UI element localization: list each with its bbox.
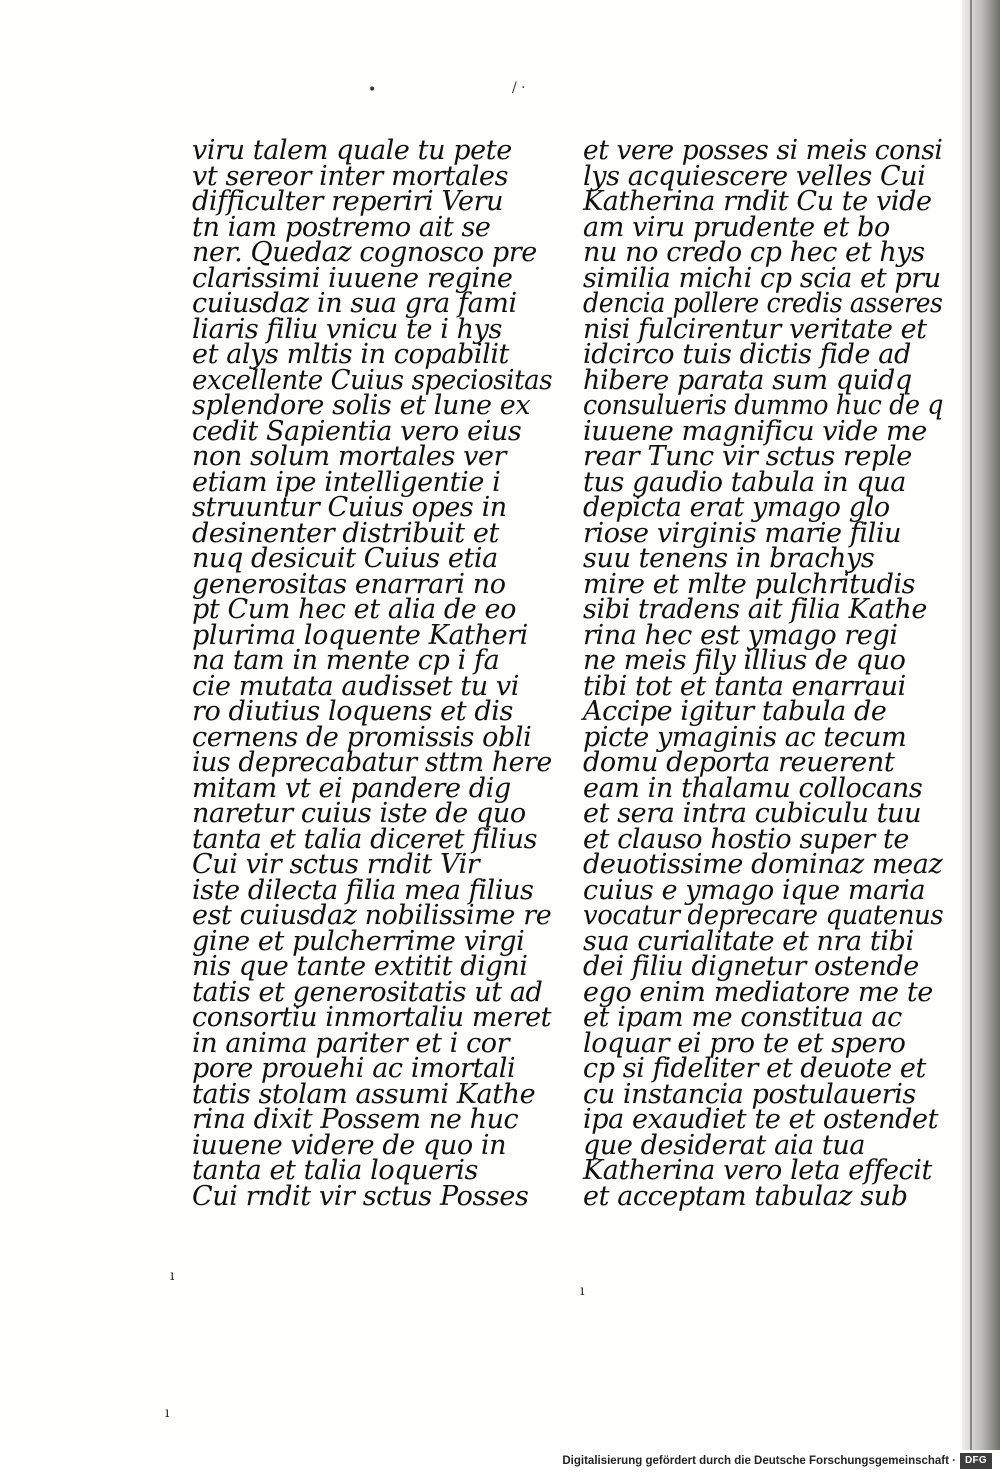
manuscript-line: et vere posses si meis consi: [583, 135, 943, 166]
manuscript-line: picte ymaginis ac tecum: [583, 721, 907, 753]
ink-spot: ı: [165, 1405, 170, 1421]
manuscript-line: struuntur Cuius opes in: [192, 492, 507, 523]
manuscript-line: cernens de promissis obli: [192, 721, 532, 753]
manuscript-line: splendore solis et lune ex: [192, 390, 531, 421]
manuscript-line: dencia pollere credis asseres: [583, 288, 943, 319]
manuscript-line: tanta et talia loqueris: [192, 1155, 478, 1186]
manuscript-line: riose virginis marie filiu: [583, 517, 902, 549]
manuscript-line: generositas enarrari no: [192, 568, 506, 600]
manuscript-line: domu deporta reuerent: [583, 747, 895, 778]
manuscript-line: gine et pulcherrime virgi: [192, 925, 525, 957]
manuscript-line: eam in thalamu collocans: [583, 772, 923, 804]
manuscript-line: naretur cuius iste de quo: [192, 798, 526, 829]
manuscript-line: nis que tante extitit digni: [192, 951, 528, 982]
manuscript-line: mire et mlte pulchritudis: [583, 568, 916, 600]
manuscript-line: est cuiusdaz nobilissime re: [192, 900, 552, 931]
manuscript-line: lys acquiescere velles Cui: [583, 160, 926, 192]
manuscript-line: Accipe igitur tabula de: [583, 696, 887, 727]
manuscript-line: cuius e ymago ique maria: [583, 874, 926, 906]
left-text-column: [192, 135, 553, 1212]
manuscript-line: etiam ipe intelligentie i: [192, 466, 501, 498]
manuscript-line: loquar ei pro te et spero: [583, 1027, 906, 1059]
manuscript-line: deuotissime dominaz meaz: [583, 849, 943, 880]
manuscript-line: rear Tunc vir sctus reple: [583, 441, 912, 472]
manuscript-line: Katherina vero leta effecit: [583, 1155, 932, 1186]
manuscript-line: sibi tradens ait filia Kathe: [583, 594, 927, 625]
manuscript-line: tibi tot et tanta enarraui: [583, 670, 906, 702]
ink-spot: / ·: [512, 80, 526, 96]
manuscript-line: iste dilecta filia mea filius: [192, 874, 534, 906]
manuscript-line: ego enim mediatore me te: [583, 976, 933, 1008]
manuscript-line: plurima loquente Katheri: [192, 619, 528, 651]
manuscript-line: et alys mltis in copabilit: [192, 339, 510, 370]
manuscript-line: que desiderat aia tua: [583, 1129, 866, 1161]
manuscript-line: ro diutius loquens et dis: [192, 696, 513, 727]
manuscript-line: vt sereor inter mortales: [192, 160, 509, 192]
manuscript-line: idcirco tuis dictis fide ad: [583, 339, 911, 370]
dfg-logo: DFG: [960, 1453, 992, 1469]
manuscript-line: excellente Cuius speciositas: [192, 364, 553, 396]
manuscript-line: depicta erat ymago glo: [583, 492, 890, 523]
manuscript-line: hibere parata sum quidq: [583, 364, 912, 396]
ink-spot: ı: [170, 1268, 175, 1284]
manuscript-line: tus gaudio tabula in qua: [583, 466, 906, 498]
manuscript-line: et ipam me constitua ac: [583, 1002, 902, 1033]
manuscript-line: non solum mortales ver: [192, 441, 507, 472]
manuscript-line: suu tenens in brachys: [583, 543, 875, 574]
manuscript-line: et clauso hostio super te: [583, 823, 909, 855]
manuscript-line: cp si fideliter et deuote et: [583, 1053, 926, 1084]
manuscript-line: vocatur deprecare quatenus: [583, 900, 944, 931]
manuscript-line: pt Cum hec et alia de eo: [192, 594, 516, 625]
manuscript-line: ipa exaudiet te et ostendet: [583, 1104, 939, 1135]
manuscript-line: tatis et generositatis ut ad: [192, 976, 543, 1008]
manuscript-line: viru talem quale tu pete: [192, 135, 512, 166]
manuscript-line: rina hec est ymago regi: [583, 619, 898, 651]
ink-spot: ı: [580, 1283, 585, 1299]
manuscript-line: dei filiu dignetur ostende: [583, 951, 919, 982]
manuscript-line: et acceptam tabulaz sub: [583, 1180, 908, 1212]
manuscript-line: clarissimi iuuene regine: [192, 262, 513, 294]
manuscript-line: Katherina rndit Cu te vide: [583, 186, 932, 217]
manuscript-line: tatis stolam assumi Kathe: [192, 1078, 536, 1110]
funding-credit: Digitalisierung gefördert durch die Deutsche Forschungsgemeinschaft ·: [562, 1455, 956, 1467]
manuscript-line: nisi fulcirentur veritate et: [583, 313, 927, 345]
manuscript-line: ne meis fily illius de quo: [583, 645, 906, 676]
right-text-column: [583, 135, 944, 1212]
manuscript-line: mitam vt ei pandere dig: [192, 772, 511, 804]
manuscript-line: ius deprecabatur sttm here: [192, 747, 552, 778]
manuscript-line: et sera intra cubiculu tuu: [583, 798, 922, 829]
manuscript-line: rina dixit Possem ne huc: [192, 1104, 519, 1135]
ink-spot: •: [368, 82, 377, 98]
manuscript-line: nuq desicuit Cuius etia: [192, 543, 498, 574]
manuscript-line: cie mutata audisset tu vi: [192, 670, 520, 702]
manuscript-line: Cui rndit vir sctus Posses: [192, 1180, 529, 1212]
manuscript-line: cedit Sapientia vero eius: [192, 415, 522, 447]
manuscript-line: cuiusdaz in sua gra fami: [192, 288, 517, 319]
page-edge-line: [970, 0, 972, 1450]
manuscript-line: in anima pariter et i cor: [192, 1027, 510, 1059]
manuscript-line: na tam in mente cp i fa: [192, 645, 500, 676]
manuscript-line: tn iam postremo ait se: [192, 211, 491, 243]
manuscript-line: ner. Quedaz cognosco pre: [192, 237, 537, 268]
manuscript-line: sua curialitate et nra tibi: [583, 925, 914, 957]
manuscript-line: cu instancia postulaueris: [583, 1078, 916, 1110]
manuscript-line: liaris filiu vnicu te i hys: [192, 313, 502, 345]
manuscript-line: iuuene magnificu vide me: [583, 415, 927, 447]
manuscript-line: pore prouehi ac imortali: [192, 1053, 516, 1084]
manuscript-line: difficulter reperiri Veru: [192, 186, 504, 217]
manuscript-line: Cui vir sctus rndit Vir: [192, 849, 480, 880]
manuscript-line: tanta et talia diceret filius: [192, 823, 538, 855]
manuscript-line: am viru prudente et bo: [583, 211, 890, 243]
manuscript-line: iuuene videre de quo in: [192, 1129, 507, 1161]
manuscript-line: consortiu inmortaliu meret: [192, 1002, 552, 1033]
page-edge-shadow: [962, 0, 1000, 1450]
manuscript-line: desinenter distribuit et: [192, 517, 499, 549]
manuscript-line: consulueris dummo huc de q: [583, 390, 944, 421]
manuscript-line: similia michi cp scia et pru: [583, 262, 941, 294]
manuscript-line: nu no credo cp hec et hys: [583, 237, 925, 268]
